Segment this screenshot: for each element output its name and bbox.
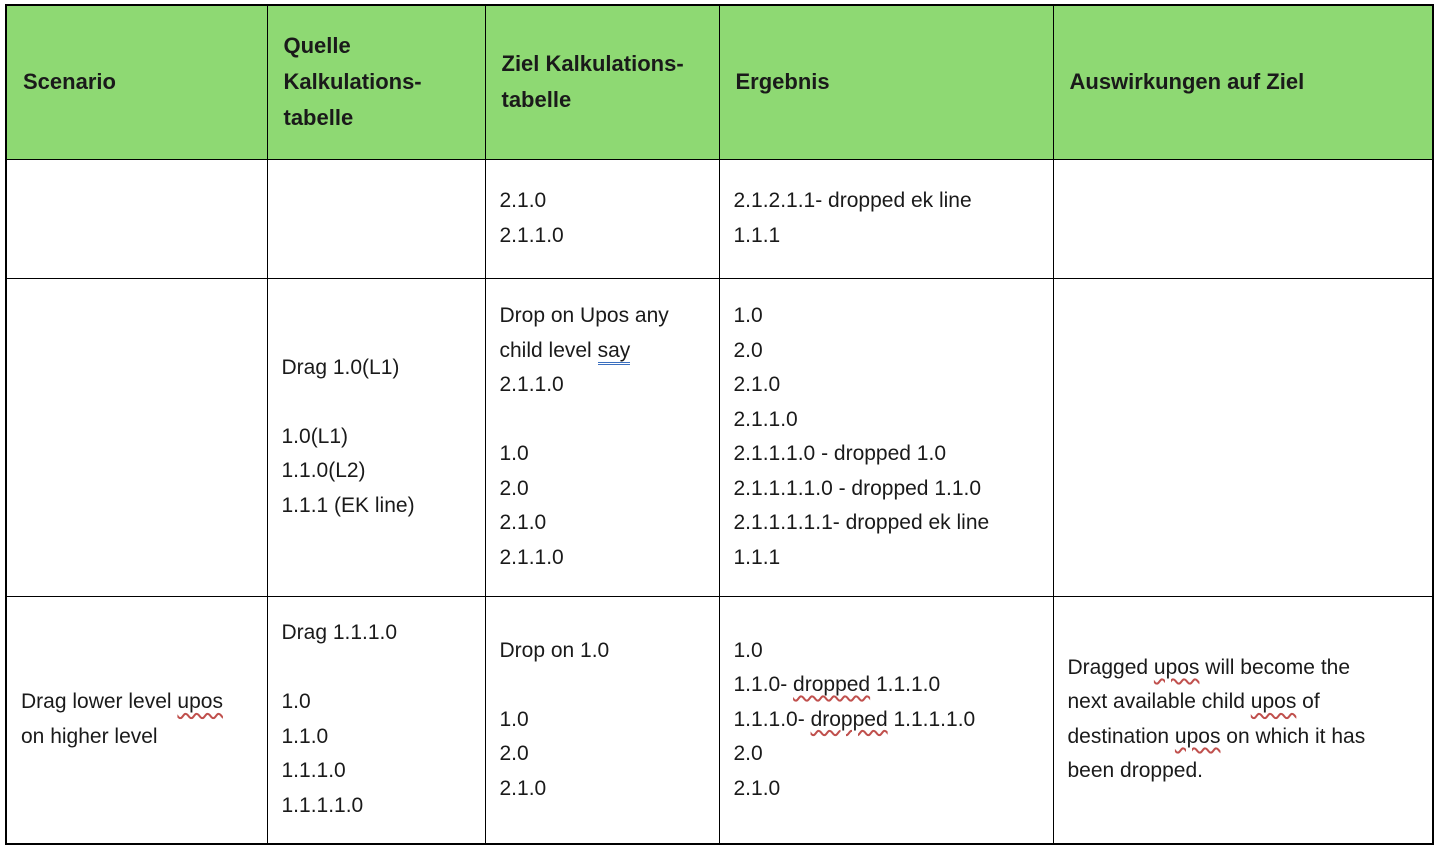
- grammar-underline: say: [598, 339, 631, 365]
- cell-line: [282, 651, 471, 686]
- cell-line: 1.0: [733, 304, 763, 327]
- spellcheck-squiggle: upos: [177, 690, 223, 714]
- cell-line: Drop on 1.0: [499, 638, 610, 662]
- cell-line: 2.1.1.0: [499, 545, 564, 569]
- header-row: [6, 5, 1433, 159]
- cell-line: 1.0: [733, 638, 763, 662]
- cell-line: 2.0: [499, 476, 529, 500]
- cell-line: [282, 385, 471, 420]
- cell-line: destination upos on which it has: [1067, 724, 1366, 748]
- table-cell: [267, 596, 485, 844]
- spellcheck-squiggle: upos: [1250, 690, 1297, 714]
- cell-line: 2.1.1.0: [499, 223, 564, 247]
- table-cell: [719, 159, 1053, 278]
- cell-line: 1.1.1: [733, 545, 781, 569]
- cell-line: 2.0: [733, 742, 763, 765]
- cell-line: Drag lower level upos: [21, 690, 223, 714]
- cell-line: child level say: [500, 334, 705, 369]
- header-cell-scenario: Scenario: [6, 5, 267, 159]
- table-row: [6, 159, 1433, 278]
- table-cell: [1053, 596, 1433, 844]
- cell-line: on higher level: [21, 724, 158, 748]
- cell-line: 2.1.1.1.1.0 - dropped 1.1.0: [733, 476, 982, 500]
- table-cell: [719, 278, 1053, 596]
- cell-line: [500, 403, 705, 438]
- cell-line: been dropped.: [1067, 759, 1203, 783]
- cell-line: 1.0: [499, 707, 529, 731]
- cell-line: 1.1.1.0- dropped 1.1.1.1.0: [733, 707, 976, 731]
- cell-line: 2.1.0: [499, 189, 547, 212]
- cell-line: 2.1.0: [499, 776, 547, 800]
- cell-line: 1.1.0- dropped 1.1.1.0: [733, 673, 941, 696]
- table-cell: [1053, 159, 1433, 278]
- spellcheck-squiggle: dropped: [793, 673, 871, 696]
- table-row: [6, 278, 1433, 596]
- header-cell-auswirkungen-auf-ziel: Auswirkungen auf Ziel: [1053, 5, 1433, 159]
- table-cell: [6, 596, 267, 844]
- table-cell: [6, 159, 267, 278]
- cell-line: Drag 1.1.1.0: [281, 621, 398, 645]
- spellcheck-squiggle: dropped: [810, 707, 888, 731]
- cell-line: 1.0: [281, 690, 311, 714]
- table-cell: [6, 278, 267, 596]
- table-row: [6, 596, 1433, 844]
- cell-line: [500, 668, 705, 703]
- table-cell: [485, 159, 719, 278]
- spellcheck-squiggle: upos: [1174, 724, 1221, 748]
- cell-line: 2.1.0: [733, 373, 781, 396]
- table-cell: [1053, 278, 1433, 596]
- table-cell: [719, 596, 1053, 844]
- cell-line: 1.1.1 (EK line): [281, 493, 415, 517]
- table-cell: [485, 278, 719, 596]
- cell-line: 2.1.2.1.1- dropped ek line: [733, 189, 972, 212]
- cell-line: 1.1.1.0: [281, 759, 346, 783]
- cell-line: 2.1.1.1.0 - dropped 1.0: [733, 442, 946, 465]
- cell-line: 2.1.0: [499, 511, 547, 534]
- cell-line: 2.1.1.0: [499, 373, 564, 396]
- cell-line: 1.0(L1): [281, 424, 349, 448]
- cell-line: 2.0: [733, 338, 763, 362]
- header-cell-ziel-kalkulationstabelle: Ziel Kalkulations-tabelle: [485, 5, 719, 159]
- cell-line: 2.1.1.1.1.1- dropped ek line: [733, 511, 990, 534]
- cell-line: 1.1.0(L2): [281, 459, 366, 483]
- spellcheck-squiggle: upos: [1153, 655, 1200, 679]
- cell-line: 1.1.0: [281, 724, 329, 748]
- table-cell: [267, 159, 485, 278]
- table-cell: [267, 278, 485, 596]
- cell-line: 1.1.1: [733, 223, 781, 247]
- header-cell-ergebnis: Ergebnis: [719, 5, 1053, 159]
- cell-line: Drop on Upos any: [499, 304, 669, 327]
- cell-line: 1.0: [499, 442, 529, 465]
- scenario-table: [5, 4, 1434, 845]
- header-cell-quelle-kalkulationstabelle: Quelle Kalkulations-tabelle: [267, 5, 485, 159]
- cell-line: 2.1.1.0: [733, 407, 798, 431]
- cell-line: 2.1.0: [733, 776, 781, 800]
- cell-line: 2.0: [499, 742, 529, 765]
- table-cell: [485, 596, 719, 844]
- cell-line: 1.1.1.1.0: [281, 793, 364, 817]
- cell-line: Drag 1.0(L1): [281, 355, 400, 379]
- cell-line: next available child upos of: [1067, 690, 1320, 714]
- cell-line: Dragged upos will become the: [1067, 655, 1351, 679]
